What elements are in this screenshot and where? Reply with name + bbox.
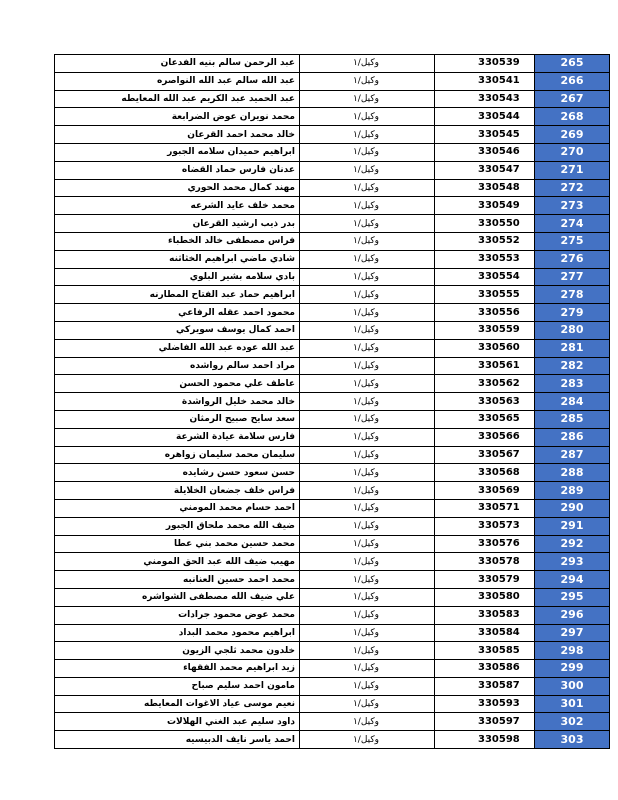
name-cell: عدنان فارس حماد القضاه — [55, 161, 300, 179]
name-cell: حسن سعود حسن رشايده — [55, 464, 300, 482]
name-cell: نعيم موسى عياد الاغوات المعايطه — [55, 695, 300, 713]
table-row — [55, 90, 610, 108]
name-cell: خلدون محمد ثلجي الزيون — [55, 642, 300, 660]
id-cell: 330580 — [435, 588, 535, 606]
serial-number-cell: 265 — [535, 55, 610, 73]
id-cell: 330578 — [435, 553, 535, 571]
rank-cell: وكيل/١ — [300, 571, 435, 589]
table-row — [55, 179, 610, 197]
table-row — [55, 215, 610, 233]
id-cell: 330560 — [435, 339, 535, 357]
table-row — [55, 464, 610, 482]
id-cell: 330573 — [435, 517, 535, 535]
name-cell: مامون احمد سليم صباح — [55, 677, 300, 695]
id-cell: 330562 — [435, 375, 535, 393]
serial-number-cell: 294 — [535, 571, 610, 589]
table-row — [55, 660, 610, 678]
id-cell: 330587 — [435, 677, 535, 695]
rank-cell: وكيل/١ — [300, 232, 435, 250]
serial-number-cell: 290 — [535, 499, 610, 517]
rank-cell: وكيل/١ — [300, 517, 435, 535]
serial-number-cell: 299 — [535, 660, 610, 678]
table-row — [55, 731, 610, 749]
serial-number-cell: 292 — [535, 535, 610, 553]
serial-number-cell: 280 — [535, 321, 610, 339]
table-row — [55, 143, 610, 161]
id-cell: 330547 — [435, 161, 535, 179]
name-cell: عاطف علي محمود الحسن — [55, 375, 300, 393]
serial-number-cell: 282 — [535, 357, 610, 375]
name-cell: عبد الله عوده عبد الله الفاضلي — [55, 339, 300, 357]
id-cell: 330586 — [435, 660, 535, 678]
rank-cell: وكيل/١ — [300, 535, 435, 553]
table-row — [55, 677, 610, 695]
name-cell: داود سليم عبد الغني الهلالات — [55, 713, 300, 731]
personnel-table — [54, 54, 610, 749]
serial-number-cell: 278 — [535, 286, 610, 304]
table-row — [55, 428, 610, 446]
name-cell: محمد عوض محمود جرادات — [55, 606, 300, 624]
name-cell: بادي سلامه بشير البلوي — [55, 268, 300, 286]
rank-cell: وكيل/١ — [300, 446, 435, 464]
rank-cell: وكيل/١ — [300, 410, 435, 428]
table-body — [55, 55, 610, 749]
id-cell: 330561 — [435, 357, 535, 375]
rank-cell: وكيل/١ — [300, 553, 435, 571]
table-row — [55, 410, 610, 428]
id-cell: 330553 — [435, 250, 535, 268]
serial-number-cell: 301 — [535, 695, 610, 713]
rank-cell: وكيل/١ — [300, 215, 435, 233]
serial-number-cell: 268 — [535, 108, 610, 126]
name-cell: خالد محمد احمد القرعان — [55, 126, 300, 144]
id-cell: 330556 — [435, 304, 535, 322]
rank-cell: وكيل/١ — [300, 143, 435, 161]
name-cell: فارس سلامة عيادة الشرعة — [55, 428, 300, 446]
id-cell: 330545 — [435, 126, 535, 144]
id-cell: 330568 — [435, 464, 535, 482]
name-cell: عبد الله سالم عبد الله النواصره — [55, 72, 300, 90]
name-cell: احمد حسام محمد المومني — [55, 499, 300, 517]
rank-cell: وكيل/١ — [300, 179, 435, 197]
rank-cell: وكيل/١ — [300, 660, 435, 678]
id-cell: 330597 — [435, 713, 535, 731]
rank-cell: وكيل/١ — [300, 499, 435, 517]
table-row — [55, 321, 610, 339]
table-row — [55, 482, 610, 500]
id-cell: 330543 — [435, 90, 535, 108]
serial-number-cell: 289 — [535, 482, 610, 500]
serial-number-cell: 296 — [535, 606, 610, 624]
table-row — [55, 108, 610, 126]
personnel-list — [54, 54, 609, 749]
id-cell: 330559 — [435, 321, 535, 339]
name-cell: احمد ياسر نايف الدبيسيه — [55, 731, 300, 749]
table-row — [55, 446, 610, 464]
id-cell: 330579 — [435, 571, 535, 589]
serial-number-cell: 275 — [535, 232, 610, 250]
name-cell: ابراهيم حميدان سلامه الجبور — [55, 143, 300, 161]
name-cell: خالد محمد خليل الرواشدة — [55, 393, 300, 411]
serial-number-cell: 276 — [535, 250, 610, 268]
serial-number-cell: 291 — [535, 517, 610, 535]
id-cell: 330576 — [435, 535, 535, 553]
id-cell: 330583 — [435, 606, 535, 624]
id-cell: 330563 — [435, 393, 535, 411]
serial-number-cell: 272 — [535, 179, 610, 197]
serial-number-cell: 273 — [535, 197, 610, 215]
id-cell: 330552 — [435, 232, 535, 250]
rank-cell: وكيل/١ — [300, 606, 435, 624]
table-row — [55, 72, 610, 90]
table-row — [55, 624, 610, 642]
id-cell: 330546 — [435, 143, 535, 161]
table-row — [55, 642, 610, 660]
serial-number-cell: 286 — [535, 428, 610, 446]
table-row — [55, 268, 610, 286]
table-row — [55, 517, 610, 535]
table-row — [55, 571, 610, 589]
id-cell: 330554 — [435, 268, 535, 286]
rank-cell: وكيل/١ — [300, 161, 435, 179]
name-cell: محمد خلف عايد الشرعه — [55, 197, 300, 215]
name-cell: مهند كمال محمد الحوري — [55, 179, 300, 197]
rank-cell: وكيل/١ — [300, 428, 435, 446]
id-cell: 330584 — [435, 624, 535, 642]
serial-number-cell: 283 — [535, 375, 610, 393]
serial-number-cell: 281 — [535, 339, 610, 357]
name-cell: محمد حسين محمد بني عطا — [55, 535, 300, 553]
table-row — [55, 606, 610, 624]
name-cell: بدر ذيب ارشيد القرعان — [55, 215, 300, 233]
id-cell: 330541 — [435, 72, 535, 90]
rank-cell: وكيل/١ — [300, 588, 435, 606]
id-cell: 330571 — [435, 499, 535, 517]
serial-number-cell: 295 — [535, 588, 610, 606]
id-cell: 330539 — [435, 55, 535, 73]
rank-cell: وكيل/١ — [300, 357, 435, 375]
serial-number-cell: 269 — [535, 126, 610, 144]
id-cell: 330566 — [435, 428, 535, 446]
table-row — [55, 339, 610, 357]
id-cell: 330544 — [435, 108, 535, 126]
id-cell: 330550 — [435, 215, 535, 233]
name-cell: محمد احمد حسين العنانبه — [55, 571, 300, 589]
table-row — [55, 197, 610, 215]
name-cell: زيد ابراهيم محمد الفقهاء — [55, 660, 300, 678]
name-cell: شادي ماضي ابراهيم الخثاثنه — [55, 250, 300, 268]
serial-number-cell: 287 — [535, 446, 610, 464]
id-cell: 330565 — [435, 410, 535, 428]
name-cell: سليمان محمد سليمان زواهره — [55, 446, 300, 464]
rank-cell: وكيل/١ — [300, 482, 435, 500]
name-cell: عبد الرحمن سالم بنيه الفدعان — [55, 55, 300, 73]
table-row — [55, 393, 610, 411]
rank-cell: وكيل/١ — [300, 126, 435, 144]
table-row — [55, 286, 610, 304]
name-cell: سعد سايح صبيح الرمثان — [55, 410, 300, 428]
rank-cell: وكيل/١ — [300, 731, 435, 749]
name-cell: ابراهيم محمود محمد البداد — [55, 624, 300, 642]
table-row — [55, 232, 610, 250]
name-cell: محمد نويران عوض الضرابعة — [55, 108, 300, 126]
rank-cell: وكيل/١ — [300, 286, 435, 304]
name-cell: فراس خلف جضعان الخلايلة — [55, 482, 300, 500]
rank-cell: وكيل/١ — [300, 339, 435, 357]
serial-number-cell: 285 — [535, 410, 610, 428]
rank-cell: وكيل/١ — [300, 55, 435, 73]
rank-cell: وكيل/١ — [300, 72, 435, 90]
rank-cell: وكيل/١ — [300, 250, 435, 268]
id-cell: 330549 — [435, 197, 535, 215]
id-cell: 330593 — [435, 695, 535, 713]
table-row — [55, 126, 610, 144]
table-row — [55, 250, 610, 268]
rank-cell: وكيل/١ — [300, 90, 435, 108]
table-row — [55, 357, 610, 375]
serial-number-cell: 293 — [535, 553, 610, 571]
name-cell: علي ضيف الله مصطفى الشواشره — [55, 588, 300, 606]
table-row — [55, 375, 610, 393]
serial-number-cell: 267 — [535, 90, 610, 108]
name-cell: محمود احمد عقله الرفاعي — [55, 304, 300, 322]
rank-cell: وكيل/١ — [300, 624, 435, 642]
serial-number-cell: 271 — [535, 161, 610, 179]
rank-cell: وكيل/١ — [300, 695, 435, 713]
rank-cell: وكيل/١ — [300, 197, 435, 215]
table-row — [55, 695, 610, 713]
name-cell: مراد احمد سالم رواشده — [55, 357, 300, 375]
rank-cell: وكيل/١ — [300, 642, 435, 660]
table-row — [55, 553, 610, 571]
id-cell: 330598 — [435, 731, 535, 749]
serial-number-cell: 266 — [535, 72, 610, 90]
table-row — [55, 713, 610, 731]
serial-number-cell: 274 — [535, 215, 610, 233]
serial-number-cell: 284 — [535, 393, 610, 411]
serial-number-cell: 297 — [535, 624, 610, 642]
id-cell: 330567 — [435, 446, 535, 464]
table-row — [55, 588, 610, 606]
serial-number-cell: 288 — [535, 464, 610, 482]
rank-cell: وكيل/١ — [300, 268, 435, 286]
serial-number-cell: 302 — [535, 713, 610, 731]
rank-cell: وكيل/١ — [300, 393, 435, 411]
id-cell: 330548 — [435, 179, 535, 197]
rank-cell: وكيل/١ — [300, 713, 435, 731]
serial-number-cell: 279 — [535, 304, 610, 322]
rank-cell: وكيل/١ — [300, 677, 435, 695]
table-row — [55, 55, 610, 73]
name-cell: مهيب ضيف الله عبد الحق المومني — [55, 553, 300, 571]
serial-number-cell: 270 — [535, 143, 610, 161]
rank-cell: وكيل/١ — [300, 375, 435, 393]
name-cell: ضيف الله محمد ملحاق الجبور — [55, 517, 300, 535]
table-row — [55, 304, 610, 322]
rank-cell: وكيل/١ — [300, 464, 435, 482]
table-row — [55, 499, 610, 517]
serial-number-cell: 303 — [535, 731, 610, 749]
id-cell: 330569 — [435, 482, 535, 500]
name-cell: احمد كمال يوسف سويركي — [55, 321, 300, 339]
id-cell: 330555 — [435, 286, 535, 304]
serial-number-cell: 298 — [535, 642, 610, 660]
serial-number-cell: 277 — [535, 268, 610, 286]
table-row — [55, 535, 610, 553]
rank-cell: وكيل/١ — [300, 304, 435, 322]
name-cell: فراس مصطفى خالد الخطباء — [55, 232, 300, 250]
rank-cell: وكيل/١ — [300, 108, 435, 126]
name-cell: ابراهيم حماد عبد الفتاح المطارنه — [55, 286, 300, 304]
rank-cell: وكيل/١ — [300, 321, 435, 339]
serial-number-cell: 300 — [535, 677, 610, 695]
table-row — [55, 161, 610, 179]
id-cell: 330585 — [435, 642, 535, 660]
name-cell: عبد الحميد عبد الكريم عبد الله المعايطه — [55, 90, 300, 108]
